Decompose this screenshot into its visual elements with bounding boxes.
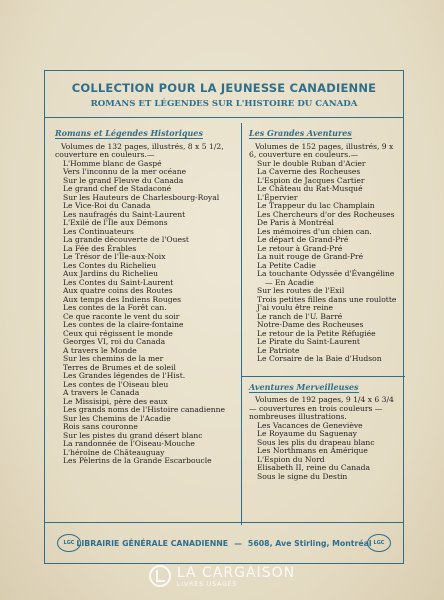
book-title-item: Les Grandes légendes de l'Hist.	[63, 371, 186, 380]
book-title-item: Le Royaume du Saguenay	[257, 429, 357, 438]
book-title-item: Sur le double Ruban d'Acier	[257, 158, 366, 168]
book-title-item: A travers le Canada	[63, 388, 140, 397]
book-title-item: Sur les Hauteurs de Charlesbourg-Royal	[63, 192, 220, 202]
section-divider	[241, 376, 405, 377]
book-title-item: Les mémoires d'un chien can.	[257, 226, 372, 236]
book-title-item: Rois sans couronne	[63, 422, 138, 431]
book-title-item: La randonnée de l'Oiseau-Mouche	[63, 439, 195, 448]
left-column	[55, 129, 233, 466]
separator: —	[234, 538, 242, 548]
book-title-item: Sur les chemins de la mer	[63, 354, 164, 363]
book-title-item: L'Exilé de l'Île aux Démons	[63, 218, 168, 227]
book-title-item: La Caverne des Rocheuses	[257, 167, 361, 176]
section-heading-historiques: Romans et Légendes Historiques	[55, 128, 203, 138]
book-title-item: Ce que raconte le vent du soir	[63, 311, 180, 321]
bookseller-logo-icon	[149, 565, 171, 587]
book-title-item: La nuit rouge de Grand-Pré	[257, 252, 364, 261]
catalog-frame	[44, 70, 404, 564]
book-title-item: Le Vice-Roi du Canada	[63, 201, 151, 210]
book-title-item: L'héroïne de Châteauguay	[63, 447, 165, 457]
book-title-item: Aux temps des Indiens Rouges	[63, 294, 181, 304]
book-title-item: Sur le grand Fleuve du Canada	[63, 175, 184, 185]
book-title-item: Le Corsaire de la Baie d'Hudson	[257, 354, 382, 363]
book-title-item: Les Contes du Richelieu	[63, 260, 157, 270]
book-title-item: L'Épervier	[257, 192, 298, 202]
book-title-item: Terres de Brumes et de soleil	[63, 362, 176, 372]
section-description: Volumes de 192 pages, 9 1/4 x 6 3/4 — couvertures en trois couleurs — nombreuses illustrations.	[249, 395, 394, 421]
section-description: Volumes de 132 pages, illustrés, 8 x 5 1/2, couverture en couleurs.—	[55, 141, 224, 159]
book-title-item: Les contes de l'Oiseau bleu	[63, 379, 169, 389]
book-title-item: Sur les routes de l'Exil	[257, 286, 345, 295]
book-title-item: Le grand chef de Stadaconé	[63, 184, 172, 193]
publisher-address: 5608, Ave Stirling, Montréal	[247, 538, 372, 548]
book-title-item: Les Contes du Saint-Laurent	[63, 277, 174, 287]
right-column	[249, 129, 399, 481]
book-title-item: Notre-Dame des Rocheuses	[257, 320, 364, 329]
book-title-item: La touchante Odyssée d'Évangéline — En Acadie	[257, 269, 395, 287]
book-title-item: Sous le signe du Destin	[257, 471, 348, 481]
book-title-item: Les Chercheurs d'or des Rocheuses	[257, 209, 395, 219]
watermark-brand: LA CARGAISON	[176, 564, 296, 581]
column-divider	[241, 123, 242, 525]
book-title-item: L'Homme blanc de Gaspé	[63, 158, 162, 168]
book-title-item: Les Continuateurs	[63, 226, 134, 236]
header-divider	[45, 117, 403, 118]
book-title-item: Les Vacances de Geneviève	[257, 420, 363, 430]
book-title-item: Le Trésor de l'Île-aux-Noix	[63, 252, 166, 261]
book-title-item: Le Pirate du Saint-Laurent	[257, 337, 360, 346]
publisher-emblem-icon: LGC	[367, 534, 391, 552]
book-title-item: De Paris à Montréal	[257, 218, 334, 227]
book-title-item: Les grands noms de l'Histoire canadienne	[63, 405, 225, 414]
title-list-historiques	[55, 160, 233, 466]
book-title-item: Aux quatre coins des Routes	[63, 286, 173, 295]
title-list-grandes-aventures	[249, 160, 399, 364]
book-title-item: Ceux qui régissent le monde	[63, 328, 173, 338]
book-title-item: Le Patriote	[257, 345, 300, 355]
book-title-item: Le Château du Rat-Musqué	[257, 184, 363, 193]
watermark-tagline: LIVRES USAGÉS	[176, 580, 238, 588]
book-title-item: Trois petites filles dans une roulotte	[257, 294, 397, 304]
book-title-item: Sur les pistes du grand désert blanc	[63, 430, 203, 440]
section-description: Volumes de 152 pages, illustrés, 9 x 6, couverture en couleurs.—	[249, 141, 394, 159]
book-title-item: L'Espion du Nord	[257, 454, 325, 464]
book-title-item: Les naufragés du Saint-Laurent	[63, 209, 186, 219]
publisher-name: LIBRAIRIE GÉNÉRALE CANADIENNE	[76, 538, 229, 548]
title-list-merveilleuses	[249, 422, 399, 482]
book-title-item: L'Espion de Jacques Cartier	[257, 175, 365, 185]
book-title-item: Vers l'inconnu de la mer océane	[63, 167, 187, 176]
book-title-item: Sous les plis du drapeau blanc	[257, 437, 375, 447]
collection-subtitle: ROMANS ET LÉGENDES SUR L'HISTOIRE DU CANADA	[90, 99, 358, 109]
watermark	[0, 556, 444, 596]
book-title-item: Elisabeth II, reine du Canada	[257, 463, 371, 472]
book-title-item: A travers le Monde	[63, 345, 137, 355]
book-title-item: Le Missisipi, père des eaux	[63, 396, 168, 406]
book-title-item: Les contes de la claire-fontaine	[63, 320, 184, 329]
book-title-item: Le départ de Grand-Pré	[257, 235, 349, 244]
book-title-item: Les contes de la Forêt can.	[63, 303, 167, 312]
book-title-item: La Fée des Érables	[63, 243, 137, 253]
book-title-item: La Petite Cadie	[257, 260, 316, 270]
book-title-item: Sur les Chemins de l'Acadie	[63, 413, 171, 423]
book-title-item: Le ranch de l'U. Barré	[257, 311, 343, 321]
book-title-item: Le Trappeur du lac Champlain	[257, 201, 375, 210]
book-title-item: Les Northmans en Amérique	[257, 446, 368, 455]
publisher-emblem-icon: LGC	[57, 534, 81, 552]
book-title-item: Le retour de la Petite Réfugiée	[257, 328, 376, 338]
book-title-item: La grande découverte de l'Ouest	[63, 235, 189, 244]
book-title-item: Le retour à Grand-Pré	[257, 243, 343, 253]
book-title-item: Georges VI, roi du Canada	[63, 337, 166, 346]
section-heading-merveilleuses: Aventures Merveilleuses	[249, 381, 359, 392]
book-title-item: Les Pèlerins de la Grande Escarboucle	[63, 456, 212, 465]
section-spacer	[249, 364, 399, 376]
collection-title: COLLECTION POUR LA JEUNESSE CANADIENNE	[71, 81, 377, 95]
section-heading-aventures: Les Grandes Aventures	[249, 128, 352, 138]
book-title-item: Aux Jardins du Richelieu	[63, 269, 158, 278]
book-title-item: J'ai voulu être reine	[257, 303, 334, 312]
